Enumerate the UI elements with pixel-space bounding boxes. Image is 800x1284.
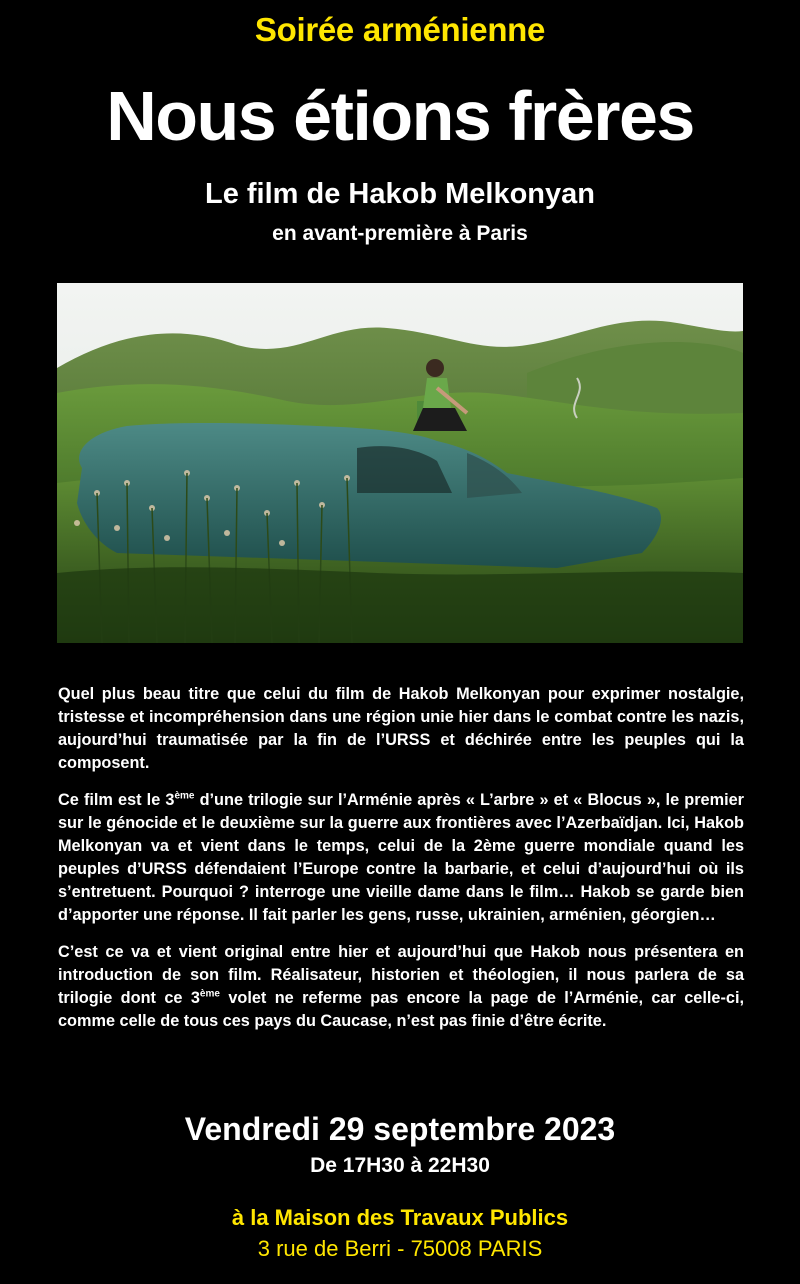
film-title: Nous étions frères (106, 77, 694, 155)
film-still-photo (57, 283, 743, 643)
description-text (58, 683, 744, 1047)
director-line: Le film de Hakob Melkonyan (205, 178, 595, 210)
ordinal-sup: ème (199, 988, 220, 1000)
paragraph-2-part-b: d’une trilogie sur l’Arménie après « L’arbre » et « Blocus », le premier sur le génocide et le deuxième sur la guerre aux frontières avec l’Azerbaïdjan. Ici, Hakob Melkonyan va et vient dans le temps, celui de la 2ème guerre mondiale quand les peuples d’URSS défendaient l’Europe contre la barbarie, et celui d’aujourd’hui où ils s’entretuent. Pourquoi ? interroge une vieille dame dans le film… Hakob se garde bien d’apporter une réponse. Il fait parler les gens, russe, ukrainien, arménien, géorgien… (58, 791, 744, 924)
paragraph-3 (58, 941, 744, 1033)
paragraph-1: Quel plus beau titre que celui du film de Hakob Melkonyan pour exprimer nostalgie, tristesse et incompréhension dans une région unie hier dans le combat contre les nazis, aujourd’hui traumatisée par la fin de l’URSS et déchirée entre les peuples qui la composent. (58, 685, 744, 772)
premiere-line: en avant-première à Paris (272, 222, 528, 245)
event-label: Soirée arménienne (254, 11, 546, 48)
event-venue: à la Maison des Travaux Publics (231, 1205, 569, 1230)
event-address: 3 rue de Berri - 75008 PARIS (257, 1236, 543, 1261)
paragraph-3-part-a: C’est ce va et vient original entre hier et aujourd’hui que Hakob nous présentera en introduction de son film. Réalisateur, historien et théologien, il nous parlera de sa trilogie dont ce 3 (58, 943, 744, 1007)
ordinal-sup: ème (174, 790, 195, 802)
event-date: Vendredi 29 septembre 2023 (184, 1111, 616, 1147)
event-time: De 17H30 à 22H30 (310, 1154, 490, 1177)
paragraph-3-part-b: volet ne referme pas encore la page de l’Arménie, car celle-ci, comme celle de tous ces pays du Caucase, n’est pas finie d’être écrite. (58, 989, 744, 1030)
paragraph-2-part-a: Ce film est le 3 (58, 791, 175, 809)
paragraph-2 (58, 789, 744, 927)
